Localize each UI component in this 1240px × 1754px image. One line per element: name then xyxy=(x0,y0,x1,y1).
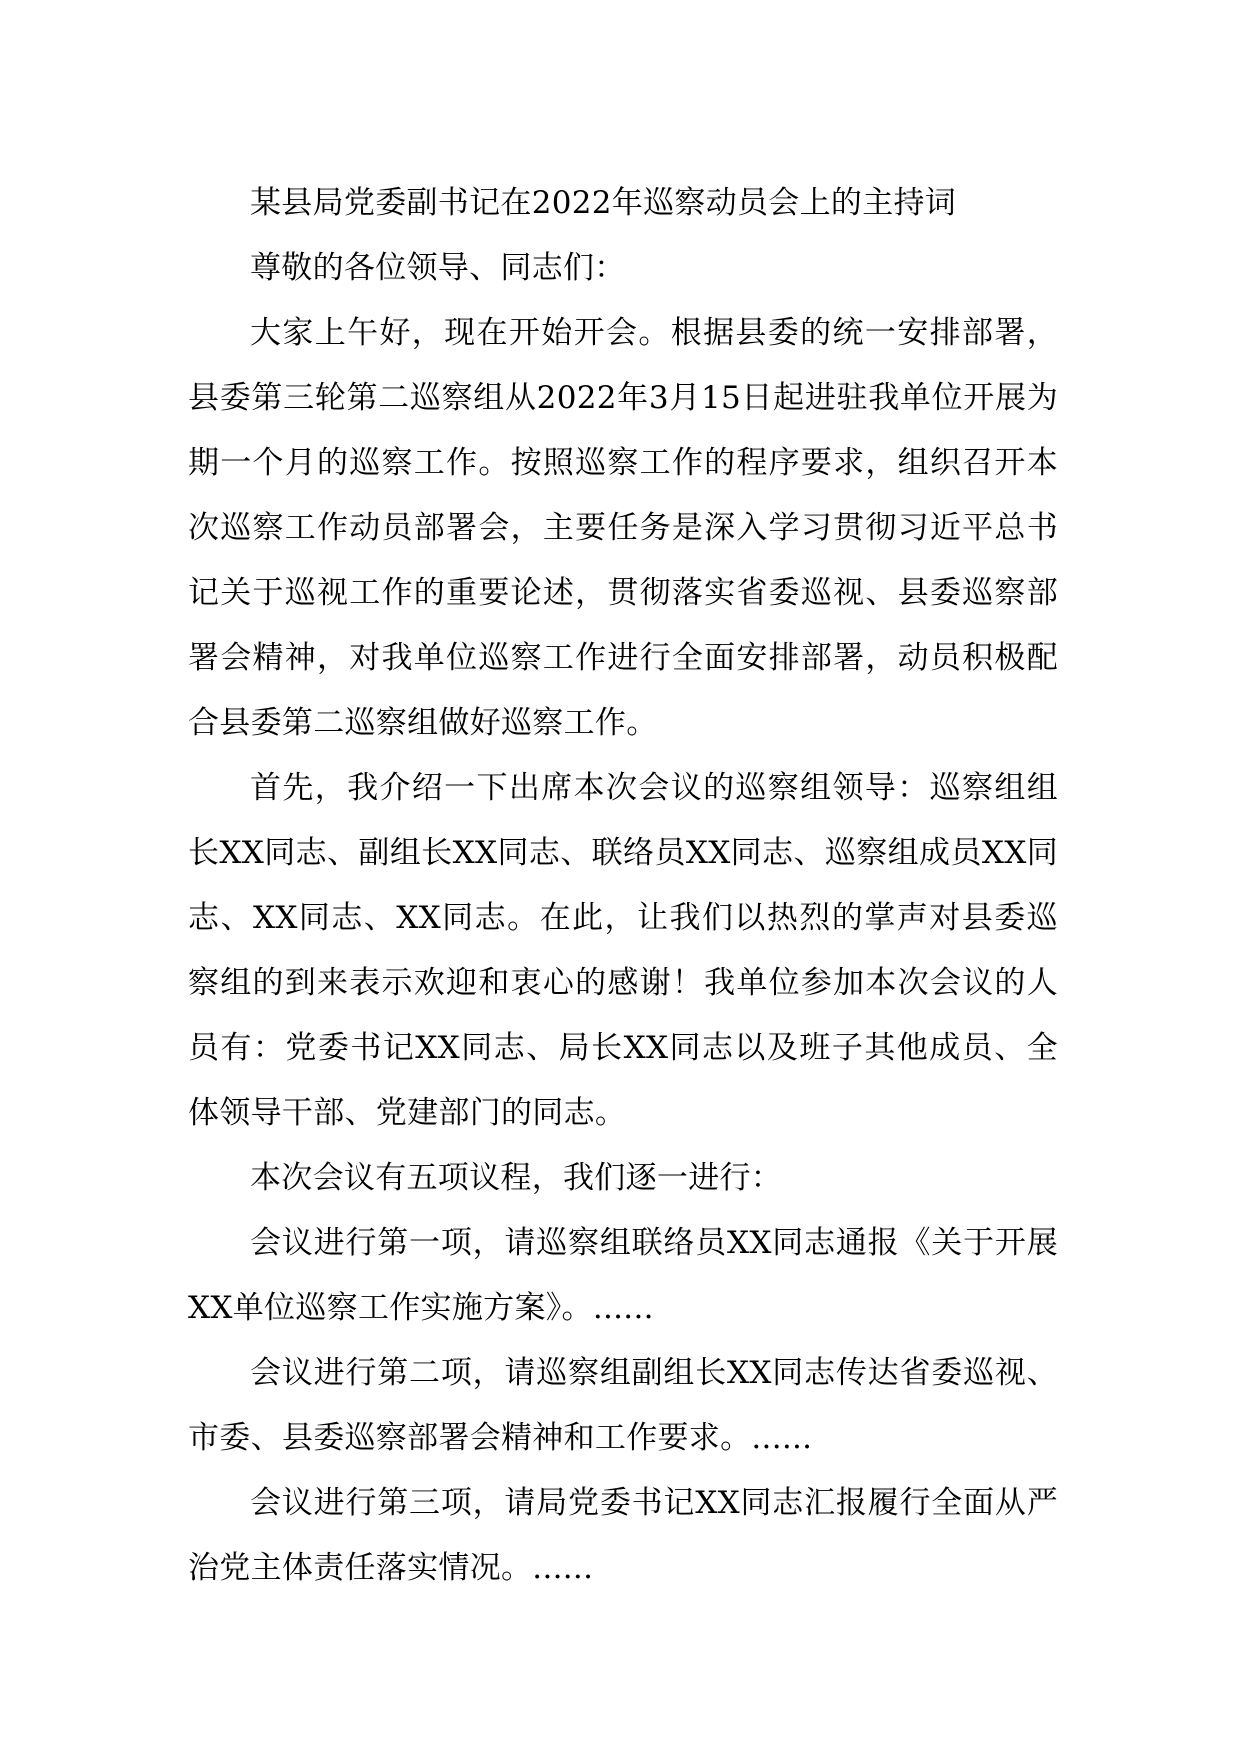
paragraph-opening: 大家上午好，现在开始开会。根据县委的统一安排部署，县委第三轮第二巡察组从2022年3月15日起进驻我单位开展为期一个月的巡察工作。按照巡察工作的程序要求，组织召开本次巡察工作动员部署会，主要任务是深入学习贯彻习近平总书记关于巡视工作的重要论述，贯彻落实省委巡视、县委巡察部署会精神，对我单位巡察工作进行全面安排部署，动员积极配合县委第二巡察组做好巡察工作。 xyxy=(188,315,1058,741)
paragraph-item-1: 会议进行第一项，请巡察组联络员XX同志通报《关于开展XX单位巡察工作实施方案》。...... xyxy=(188,1225,1058,1326)
paragraph-item-2: 会议进行第二项，请巡察组副组长XX同志传达省委巡视、市委、县委巡察部署会精神和工作要求。...... xyxy=(188,1355,1058,1456)
document-title: 某县局党委副书记在2022年巡察动员会上的主持词 xyxy=(250,185,957,221)
salutation: 尊敬的各位领导、同志们： xyxy=(250,250,626,286)
paragraph-item-3: 会议进行第三项，请局党委书记XX同志汇报履行全面从严治党主体责任落实情况。...... xyxy=(188,1485,1058,1586)
document-body xyxy=(188,171,1058,1601)
paragraph-introduction: 首先，我介绍一下出席本次会议的巡察组领导：巡察组组长XX同志、副组长XX同志、联络员XX同志、巡察组成员XX同志、XX同志、XX同志。在此，让我们以热烈的掌声对县委巡察组的到来表示欢迎和衷心的感谢！我单位参加本次会议的人员有：党委书记XX同志、局长XX同志以及班子其他成员、全体领导干部、党建部门的同志。 xyxy=(188,770,1058,1131)
paragraph-agenda: 本次会议有五项议程，我们逐一进行： xyxy=(250,1160,783,1196)
